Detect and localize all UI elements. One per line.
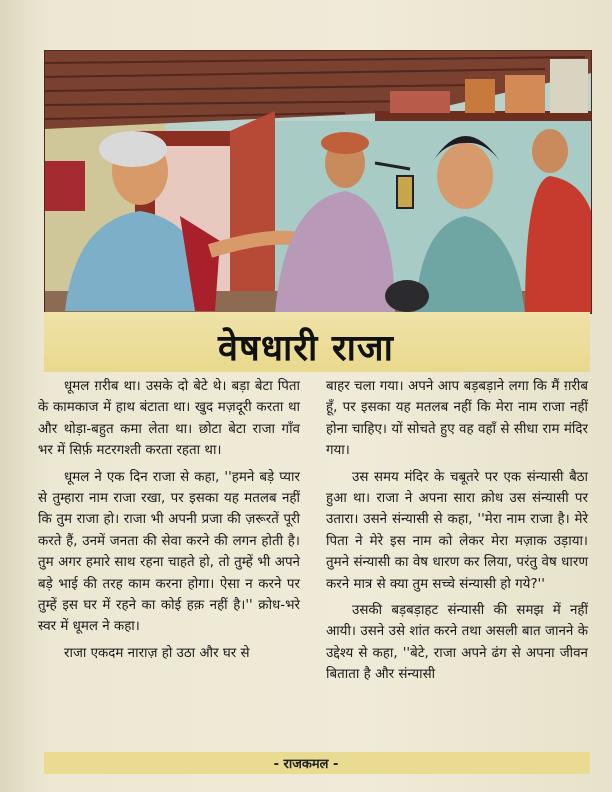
paragraph: उसकी बड़बड़ाहट संन्यासी की समझ में नहीं आयी। उसने उसे शांत करने तथा असली बात जानने के उद्देश्य से कहा, ''बेटे, राजा अपने ढंग से अपना जीवन बिताता है और संन्यासी — [326, 603, 588, 683]
story-illustration — [44, 50, 592, 314]
illustration-scene — [45, 51, 591, 313]
paragraph: धूमल ग़रीब था। उसके दो बेटे थे। बड़ा बेटा पिता के कामकाज में हाथ बंटाता था। खुद मज़दूरी करता था और थोड़ा-बहुत कमा लेता था। छोटा बेटा राजा गाँव भर में सिर्फ़ मटरगश्ती करता रहता था। — [38, 379, 300, 459]
left-column — [38, 376, 300, 664]
paragraph: उस समय मंदिर के चबूतरे पर एक संन्यासी बैठा हुआ था। राजा ने अपना सारा क्रोध उस संन्यासी पर उतारा। उसने संन्यासी से कहा, ''मेरा नाम राजा है। मेरे पिता ने मेरे इस नाम को लेकर मेरा मज़ाक उड़ाया। तुमने संन्यासी का वेष धारण कर लिया, परंतु वेष धारण करने मात्र से क्या तुम सच्चे संन्यासी हो गये?'' — [326, 469, 588, 592]
paragraph: राजा एकदम नाराज़ हो उठा और घर से — [64, 645, 250, 661]
story-title: वेषधारी राजा — [218, 328, 394, 369]
paragraph: धूमल ने एक दिन राजा से कहा, ''हमने बड़े प्यार से तुम्हारा नाम राजा रखा, पर इसका यह मतलब नहीं कि तुम राजा हो। राजा भी अपनी प्रजा की ज़रूरतें पूरी करते हैं, उनमें जनता की सेवा करने की लगन होती है। तुम अगर हमारे साथ रहना चाहते हो, तो तुम्हें भी अपने बड़े भाई की तरह काम करना होगा। ऐसा न करने पर तुम्हें इस घर में रहने का कोई हक़ नहीं है।'' क्रोध-भरे स्वर में धूमल ने कहा। — [38, 469, 300, 635]
paragraph: बाहर चला गया। अपने आप बड़बड़ाने लगा कि मैं ग़रीब हूँ, पर इसका यह मतलब नहीं कि मेरा नाम राजा नहीं होना चाहिए। यों सोचते हुए वह वहाँ से सीधा राम मंदिर गया। — [326, 379, 588, 459]
author-credit: - राजकमल - — [273, 757, 339, 772]
right-column — [326, 376, 588, 686]
